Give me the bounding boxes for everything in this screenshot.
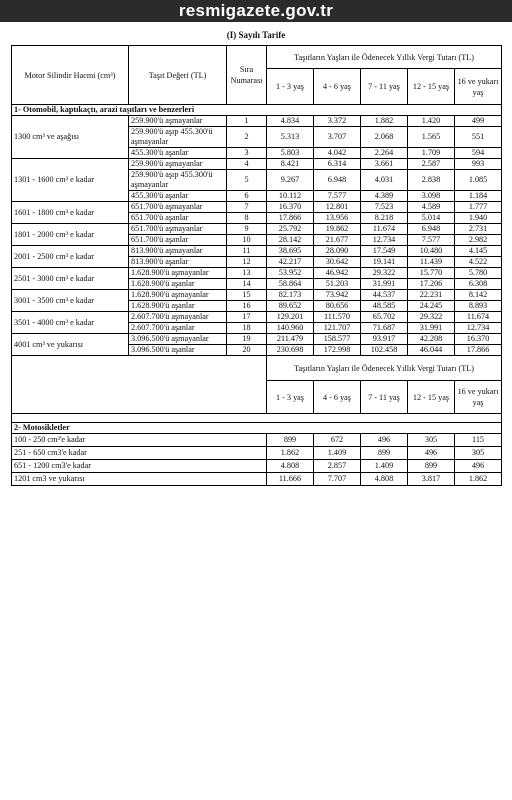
moto-tax-amount: 672 — [314, 434, 361, 447]
section-2-row — [12, 423, 502, 434]
moto-header-age-4: 12 - 15 yaş — [408, 381, 455, 414]
tax-amount: 5.014 — [408, 213, 455, 224]
motor-volume: 1601 - 1800 cm³ e kadar — [12, 202, 129, 224]
tax-amount: 10.480 — [408, 246, 455, 257]
tax-amount: 42.208 — [408, 334, 455, 345]
tax-amount: 2.068 — [361, 127, 408, 148]
tax-amount: 42.217 — [267, 257, 314, 268]
tax-amount: 129.201 — [267, 312, 314, 323]
moto-tax-amount: 899 — [361, 447, 408, 460]
tax-amount: 21.677 — [314, 235, 361, 246]
tax-amount: 11.674 — [455, 312, 502, 323]
moto-tax-amount: 4.808 — [267, 460, 314, 473]
tax-amount: 8.893 — [455, 301, 502, 312]
tax-amount: 80.656 — [314, 301, 361, 312]
tax-amount: 172.998 — [314, 345, 361, 356]
tax-amount: 140.960 — [267, 323, 314, 334]
section-1-title: 1- Otomobil, kaptıkaçtı, arazi taşıtları ve benzerleri — [12, 105, 502, 116]
motor-volume: 1801 - 2000 cm³ e kadar — [12, 224, 129, 246]
tax-amount: 4.145 — [455, 246, 502, 257]
tax-amount: 1.420 — [408, 116, 455, 127]
moto-tax-amount: 1.409 — [314, 447, 361, 460]
tax-amount: 102.458 — [361, 345, 408, 356]
moto-row — [12, 434, 502, 447]
tax-amount: 12.734 — [455, 323, 502, 334]
row-number: 13 — [227, 268, 267, 279]
moto-tax-amount: 305 — [455, 447, 502, 460]
tax-amount: 4.031 — [361, 170, 408, 191]
section-1-row — [12, 105, 502, 116]
row-number: 2 — [227, 127, 267, 148]
tax-amount: 17.549 — [361, 246, 408, 257]
row-number: 9 — [227, 224, 267, 235]
motor-volume: 3001 - 3500 cm³ e kadar — [12, 290, 129, 312]
tax-amount: 121.707 — [314, 323, 361, 334]
tax-amount: 89.652 — [267, 301, 314, 312]
row-number: 7 — [227, 202, 267, 213]
tax-amount: 8.142 — [455, 290, 502, 301]
tax-amount: 13.956 — [314, 213, 361, 224]
header-age-2: 4 - 6 yaş — [314, 69, 361, 105]
moto-volume: 100 - 250 cm³'e kadar — [12, 434, 267, 447]
tax-amount: 53.952 — [267, 268, 314, 279]
vehicle-value: 2.607.700'ü aşmayanlar — [129, 312, 227, 323]
tax-amount: 11.439 — [408, 257, 455, 268]
tariff-row — [12, 159, 502, 170]
tax-amount: 3.098 — [408, 191, 455, 202]
vehicle-value: 3.096.500'ü aşanlar — [129, 345, 227, 356]
tax-amount: 15.770 — [408, 268, 455, 279]
tax-amount: 1.777 — [455, 202, 502, 213]
vehicle-value: 651.700'ü aşmayanlar — [129, 224, 227, 235]
tax-amount: 93.917 — [361, 334, 408, 345]
row-number: 5 — [227, 170, 267, 191]
moto-tax-amount: 305 — [408, 434, 455, 447]
header-age-4: 12 - 15 yaş — [408, 69, 455, 105]
tax-amount: 25.792 — [267, 224, 314, 235]
tariff-row — [12, 290, 502, 301]
row-number: 17 — [227, 312, 267, 323]
row-number: 4 — [227, 159, 267, 170]
vehicle-value: 259.900'ü aşmayanlar — [129, 159, 227, 170]
tax-amount: 5.780 — [455, 268, 502, 279]
row-number: 12 — [227, 257, 267, 268]
tax-amount: 7.577 — [408, 235, 455, 246]
row-number: 6 — [227, 191, 267, 202]
moto-tax-amount: 899 — [408, 460, 455, 473]
moto-header-age-5: 16 ve yukarı yaş — [455, 381, 502, 414]
moto-tariff-body — [12, 356, 502, 486]
header-sira: Sıra Numarası — [227, 46, 267, 105]
row-number: 16 — [227, 301, 267, 312]
tariff-row — [12, 224, 502, 235]
tax-amount: 594 — [455, 148, 502, 159]
tax-amount: 3.661 — [361, 159, 408, 170]
tax-amount: 28.142 — [267, 235, 314, 246]
tax-amount: 31.991 — [361, 279, 408, 290]
tax-amount: 82.173 — [267, 290, 314, 301]
tax-amount: 2.731 — [455, 224, 502, 235]
tax-amount: 10.112 — [267, 191, 314, 202]
moto-tax-amount: 1.409 — [361, 460, 408, 473]
row-number: 18 — [227, 323, 267, 334]
moto-tax-amount: 4.808 — [361, 473, 408, 486]
moto-volume: 1201 cm3 ve yukarısı — [12, 473, 267, 486]
moto-tax-amount: 496 — [408, 447, 455, 460]
header-tasit: Taşıt Değeri (TL) — [129, 46, 227, 105]
vehicle-value: 259.900'ü aşıp 455.300'ü aşmayanlar — [129, 127, 227, 148]
section-2-title: 2- Motosikletler — [12, 423, 502, 434]
row-number: 8 — [227, 213, 267, 224]
tax-amount: 30.642 — [314, 257, 361, 268]
tax-amount: 499 — [455, 116, 502, 127]
tax-amount: 28.090 — [314, 246, 361, 257]
tax-amount: 17.866 — [455, 345, 502, 356]
header-row-1 — [12, 46, 502, 69]
tax-amount: 11.674 — [361, 224, 408, 235]
tax-amount: 17.866 — [267, 213, 314, 224]
tax-amount: 46.044 — [408, 345, 455, 356]
vehicle-value: 259.900'ü aşıp 455.300'ü aşmayanlar — [129, 170, 227, 191]
tax-amount: 65.702 — [361, 312, 408, 323]
tax-amount: 24.245 — [408, 301, 455, 312]
moto-tax-amount: 496 — [455, 460, 502, 473]
vehicle-value: 1.628.900'ü aşmayanlar — [129, 290, 227, 301]
tax-amount: 2.264 — [361, 148, 408, 159]
tax-amount: 1.709 — [408, 148, 455, 159]
moto-header-age-2: 4 - 6 yaş — [314, 381, 361, 414]
tax-amount: 7.523 — [361, 202, 408, 213]
moto-tax-amount: 899 — [267, 434, 314, 447]
vehicle-value: 1.628.900'ü aşmayanlar — [129, 268, 227, 279]
moto-tax-amount: 11.666 — [267, 473, 314, 486]
moto-row — [12, 473, 502, 486]
tax-amount: 16.370 — [267, 202, 314, 213]
tax-amount: 3.707 — [314, 127, 361, 148]
motor-volume: 2001 - 2500 cm³ e kadar — [12, 246, 129, 268]
moto-tax-amount: 1.862 — [455, 473, 502, 486]
tax-amount: 8.218 — [361, 213, 408, 224]
moto-header-age-group: Taşıtların Yaşları ile Ödenecek Yıllık Vergi Tutarı (TL) — [267, 356, 502, 381]
tax-amount: 31.991 — [408, 323, 455, 334]
row-number: 3 — [227, 148, 267, 159]
tax-amount: 51.203 — [314, 279, 361, 290]
tax-amount: 19.141 — [361, 257, 408, 268]
tax-amount: 46.942 — [314, 268, 361, 279]
tariff-row — [12, 202, 502, 213]
moto-row — [12, 460, 502, 473]
tax-amount: 5.803 — [267, 148, 314, 159]
tax-amount: 2.982 — [455, 235, 502, 246]
tax-amount: 158.577 — [314, 334, 361, 345]
vehicle-value: 1.628.900'ü aşanlar — [129, 301, 227, 312]
row-number: 15 — [227, 290, 267, 301]
tax-amount: 1.940 — [455, 213, 502, 224]
spacer-cell — [12, 414, 502, 423]
tax-amount: 4.834 — [267, 116, 314, 127]
tax-amount: 12.734 — [361, 235, 408, 246]
tax-amount: 6.314 — [314, 159, 361, 170]
tariff-row — [12, 334, 502, 345]
tax-amount: 993 — [455, 159, 502, 170]
car-tariff-body — [12, 105, 502, 356]
moto-tax-amount: 7.707 — [314, 473, 361, 486]
moto-row — [12, 447, 502, 460]
header-age-group: Taşıtların Yaşları ile Ödenecek Yıllık Vergi Tutarı (TL) — [267, 46, 502, 69]
spacer-row — [12, 414, 502, 423]
motor-volume: 2501 - 3000 cm³ e kadar — [12, 268, 129, 290]
tax-amount: 1.184 — [455, 191, 502, 202]
moto-tax-amount: 1.862 — [267, 447, 314, 460]
row-number: 19 — [227, 334, 267, 345]
tax-amount: 6.948 — [314, 170, 361, 191]
header-age-1: 1 - 3 yaş — [267, 69, 314, 105]
moto-volume: 251 - 650 cm3'e kadar — [12, 447, 267, 460]
row-number: 14 — [227, 279, 267, 290]
moto-tax-amount: 115 — [455, 434, 502, 447]
moto-volume: 651 - 1200 cm3'e kadar — [12, 460, 267, 473]
moto-header-age-3: 7 - 11 yaş — [361, 381, 408, 414]
tax-amount: 8.421 — [267, 159, 314, 170]
tax-amount: 16.370 — [455, 334, 502, 345]
tax-amount: 1.085 — [455, 170, 502, 191]
tax-amount: 6.308 — [455, 279, 502, 290]
vehicle-value: 259.900'ü aşmayanlar — [129, 116, 227, 127]
motor-volume: 1301 - 1600 cm³ e kadar — [12, 159, 129, 202]
tax-amount: 111.570 — [314, 312, 361, 323]
tariff-table — [11, 45, 502, 486]
row-number: 10 — [227, 235, 267, 246]
row-number: 11 — [227, 246, 267, 257]
vehicle-value: 455.300'ü aşanlar — [129, 191, 227, 202]
tax-amount: 22.231 — [408, 290, 455, 301]
tariff-row — [12, 246, 502, 257]
tax-amount: 1.565 — [408, 127, 455, 148]
row-number: 20 — [227, 345, 267, 356]
tariff-table-wrapper — [11, 45, 501, 486]
header-age-3: 7 - 11 yaş — [361, 69, 408, 105]
page-title: (I) Sayılı Tarife — [226, 30, 286, 40]
motor-volume: 1300 cm³ ve aşağısı — [12, 116, 129, 159]
tax-amount: 9.267 — [267, 170, 314, 191]
tax-amount: 58.864 — [267, 279, 314, 290]
moto-tax-amount: 3.817 — [408, 473, 455, 486]
tariff-row — [12, 116, 502, 127]
moto-header-row-1 — [12, 356, 502, 381]
vehicle-value: 1.628.900'ü aşanlar — [129, 279, 227, 290]
header-motor: Motor Silindir Hacmi (cm³) — [12, 46, 129, 105]
vehicle-value: 3.096.500'ü aşmayanlar — [129, 334, 227, 345]
tax-amount: 1.882 — [361, 116, 408, 127]
tax-amount: 73.942 — [314, 290, 361, 301]
vehicle-value: 651.700'ü aşanlar — [129, 235, 227, 246]
vehicle-value: 455.300'ü aşanlar — [129, 148, 227, 159]
tax-amount: 48.585 — [361, 301, 408, 312]
site-header: resmigazete.gov.tr — [0, 0, 512, 22]
tax-amount: 71.687 — [361, 323, 408, 334]
tax-amount: 38.695 — [267, 246, 314, 257]
tax-amount: 12.801 — [314, 202, 361, 213]
tax-amount: 19.862 — [314, 224, 361, 235]
tariff-row — [12, 312, 502, 323]
motor-volume: 3501 - 4000 cm³ e kadar — [12, 312, 129, 334]
row-number: 1 — [227, 116, 267, 127]
moto-header-blank — [12, 356, 267, 414]
tax-amount: 29.322 — [361, 268, 408, 279]
tax-amount: 3.372 — [314, 116, 361, 127]
tax-amount: 2.838 — [408, 170, 455, 191]
tax-amount: 551 — [455, 127, 502, 148]
vehicle-value: 813.900'ü aşanlar — [129, 257, 227, 268]
vehicle-value: 813.900'ü aşmayanlar — [129, 246, 227, 257]
vehicle-value: 2.607.700'ü aşanlar — [129, 323, 227, 334]
tax-amount: 2.587 — [408, 159, 455, 170]
header-age-5: 16 ve yukarı yaş — [455, 69, 502, 105]
tax-amount: 4.389 — [361, 191, 408, 202]
tax-amount: 7.577 — [314, 191, 361, 202]
tax-amount: 44.537 — [361, 290, 408, 301]
vehicle-value: 651.700'ü aşanlar — [129, 213, 227, 224]
moto-header-age-1: 1 - 3 yaş — [267, 381, 314, 414]
tax-amount: 211.479 — [267, 334, 314, 345]
tax-amount: 17.206 — [408, 279, 455, 290]
tax-amount: 5.313 — [267, 127, 314, 148]
motor-volume: 4001 cm³ ve yukarısı — [12, 334, 129, 356]
tax-amount: 29.322 — [408, 312, 455, 323]
tax-amount: 4.522 — [455, 257, 502, 268]
tax-amount: 230.698 — [267, 345, 314, 356]
moto-tax-amount: 2.857 — [314, 460, 361, 473]
moto-tax-amount: 496 — [361, 434, 408, 447]
tariff-row — [12, 268, 502, 279]
tax-amount: 4.589 — [408, 202, 455, 213]
vehicle-value: 651.700'ü aşmayanlar — [129, 202, 227, 213]
tax-amount: 6.948 — [408, 224, 455, 235]
tax-amount: 4.042 — [314, 148, 361, 159]
